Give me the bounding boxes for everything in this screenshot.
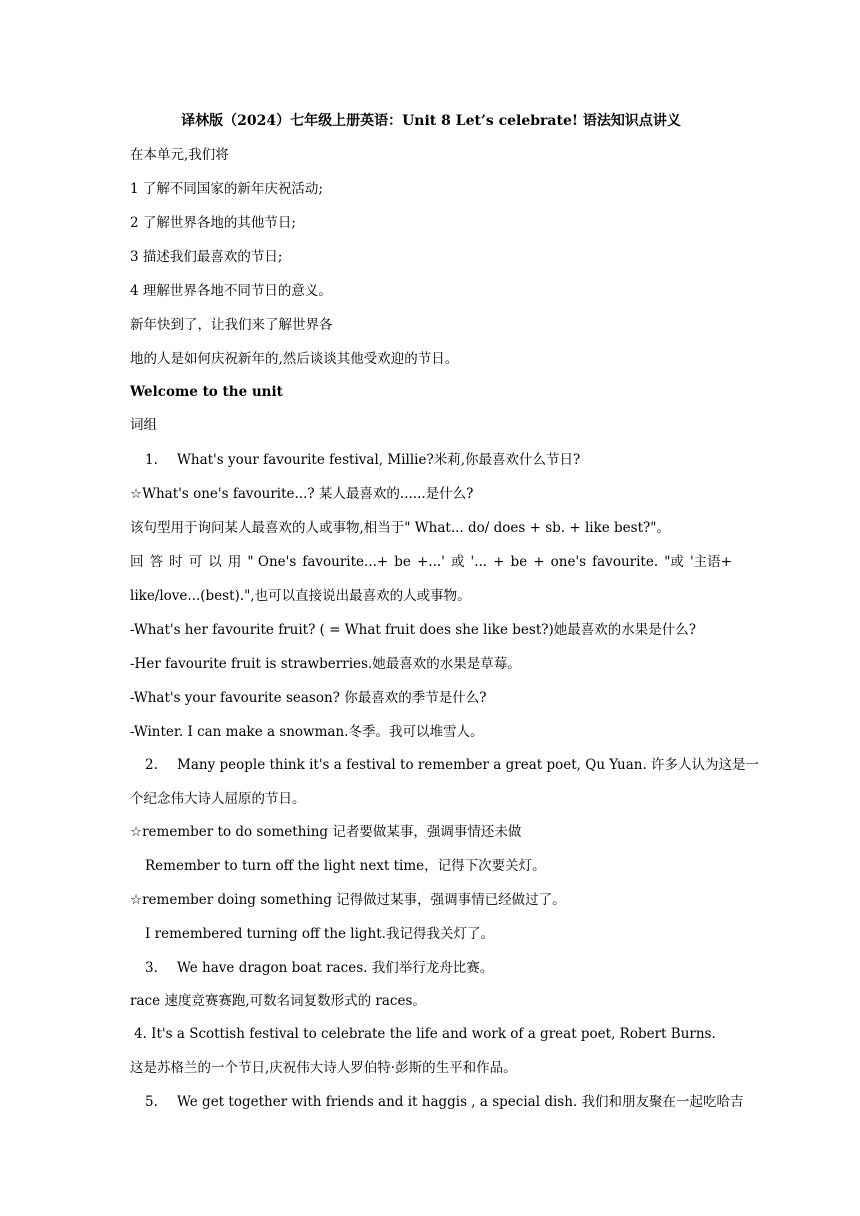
item-1 (145, 450, 580, 470)
item-5 (145, 1092, 744, 1112)
item-number: 2. (145, 757, 158, 773)
word: favourite...+ (302, 554, 389, 570)
translation-line: 这是苏格兰的一个节日,庆祝伟大诗人罗伯特·彭斯的生平和作品。 (130, 1060, 517, 1076)
example-line: -Winter. I can make a snowman.冬季。我可以堆雪人。 (130, 724, 484, 740)
word: '... (470, 554, 488, 570)
pattern-line: ☆What's one's favourite...? 某人最喜欢的......是什么? (130, 486, 474, 502)
item-number: 5. (145, 1094, 158, 1110)
intro-line: 在本单元,我们将 (130, 147, 229, 163)
item-number: 3. (145, 960, 158, 976)
vocab-label: 词组 (130, 417, 157, 433)
word: 可 (188, 554, 203, 570)
word: 时 (169, 554, 183, 570)
answer-line-cont: like/love...(best).",也可以直接说出最喜欢的人或事物。 (130, 588, 471, 604)
example-line: -What's your favourite season? 你最喜欢的季节是什么? (130, 690, 487, 706)
item-4: 4. It's a Scottish festival to celebrate the life and work of a great poet, Robert Burns. (134, 1026, 716, 1042)
intro-line: 地的人是如何庆祝新年的,然后谈谈其他受欢迎的节日。 (130, 351, 459, 367)
intro-line: 4 理解世界各地不同节日的意义。 (130, 283, 332, 299)
intro-line: 2 了解世界各地的其他节日; (130, 215, 296, 231)
word: 或 (450, 554, 465, 570)
word: 用 (227, 554, 242, 570)
intro-line: 新年快到了，让我们来了解世界各 (130, 317, 333, 333)
pattern-line: ☆remember to do something 记者要做某事，强调事情还未做 (130, 824, 522, 840)
word: "或 (664, 554, 684, 570)
word: + (533, 554, 545, 570)
intro-line: 3 描述我们最喜欢的节日; (130, 249, 283, 265)
word: 回 (130, 554, 144, 570)
word: one's (550, 554, 587, 570)
note-line: race 速度竞赛赛跑,可数名词复数形式的 races。 (130, 993, 426, 1009)
example-line: -What's her favourite fruit? ( = What fruit does she like best?)她最喜欢的水果是什么? (130, 622, 696, 638)
item-text: We get together with friends and it haggis , a special dish. 我们和朋友聚在一起吃哈吉 (177, 1094, 744, 1110)
section-heading: Welcome to the unit (130, 384, 283, 400)
word: be (394, 554, 411, 570)
word: + (493, 554, 505, 570)
example-line: Remember to turn off the light next time，记得下次要关灯。 (145, 858, 546, 874)
example-line: I remembered turning off the light.我记得我关灯了。 (145, 926, 494, 942)
item-2 (145, 755, 759, 775)
pattern-line: ☆remember doing something 记得做过某事，强调事情已经做过了。 (130, 892, 566, 908)
word: '主语+ (689, 554, 732, 570)
item-number: 1. (145, 452, 158, 468)
item-3 (145, 958, 493, 978)
answer-line (130, 552, 732, 572)
document-title: 译林版（2024）七年级上册英语：Unit 8 Let’s celebrate! 语法知识点讲义 (181, 113, 681, 129)
example-line: -Her favourite fruit is strawberries.她最喜欢的水果是草莓。 (130, 656, 521, 672)
word: favourite. (592, 554, 659, 570)
usage-line: 该句型用于询问某人最喜欢的人或事物,相当于" What... do/ does + sb. + like best?"。 (130, 520, 670, 536)
word: " One's (247, 554, 297, 570)
item-text-cont: 个纪念伟大诗人屈原的节日。 (130, 791, 306, 807)
item-text: We have dragon boat races. 我们举行龙舟比赛。 (177, 960, 494, 976)
word: be (510, 554, 528, 570)
word: +...' (416, 554, 445, 570)
word: 以 (208, 554, 222, 570)
intro-line: 1 了解不同国家的新年庆祝活动; (130, 181, 323, 197)
item-text: What's your favourite festival, Millie?米莉,你最喜欢什么节日? (177, 452, 581, 468)
word: 答 (149, 554, 164, 570)
item-text: Many people think it's a festival to remember a great poet, Qu Yuan. 许多人认为这是一 (177, 757, 760, 773)
